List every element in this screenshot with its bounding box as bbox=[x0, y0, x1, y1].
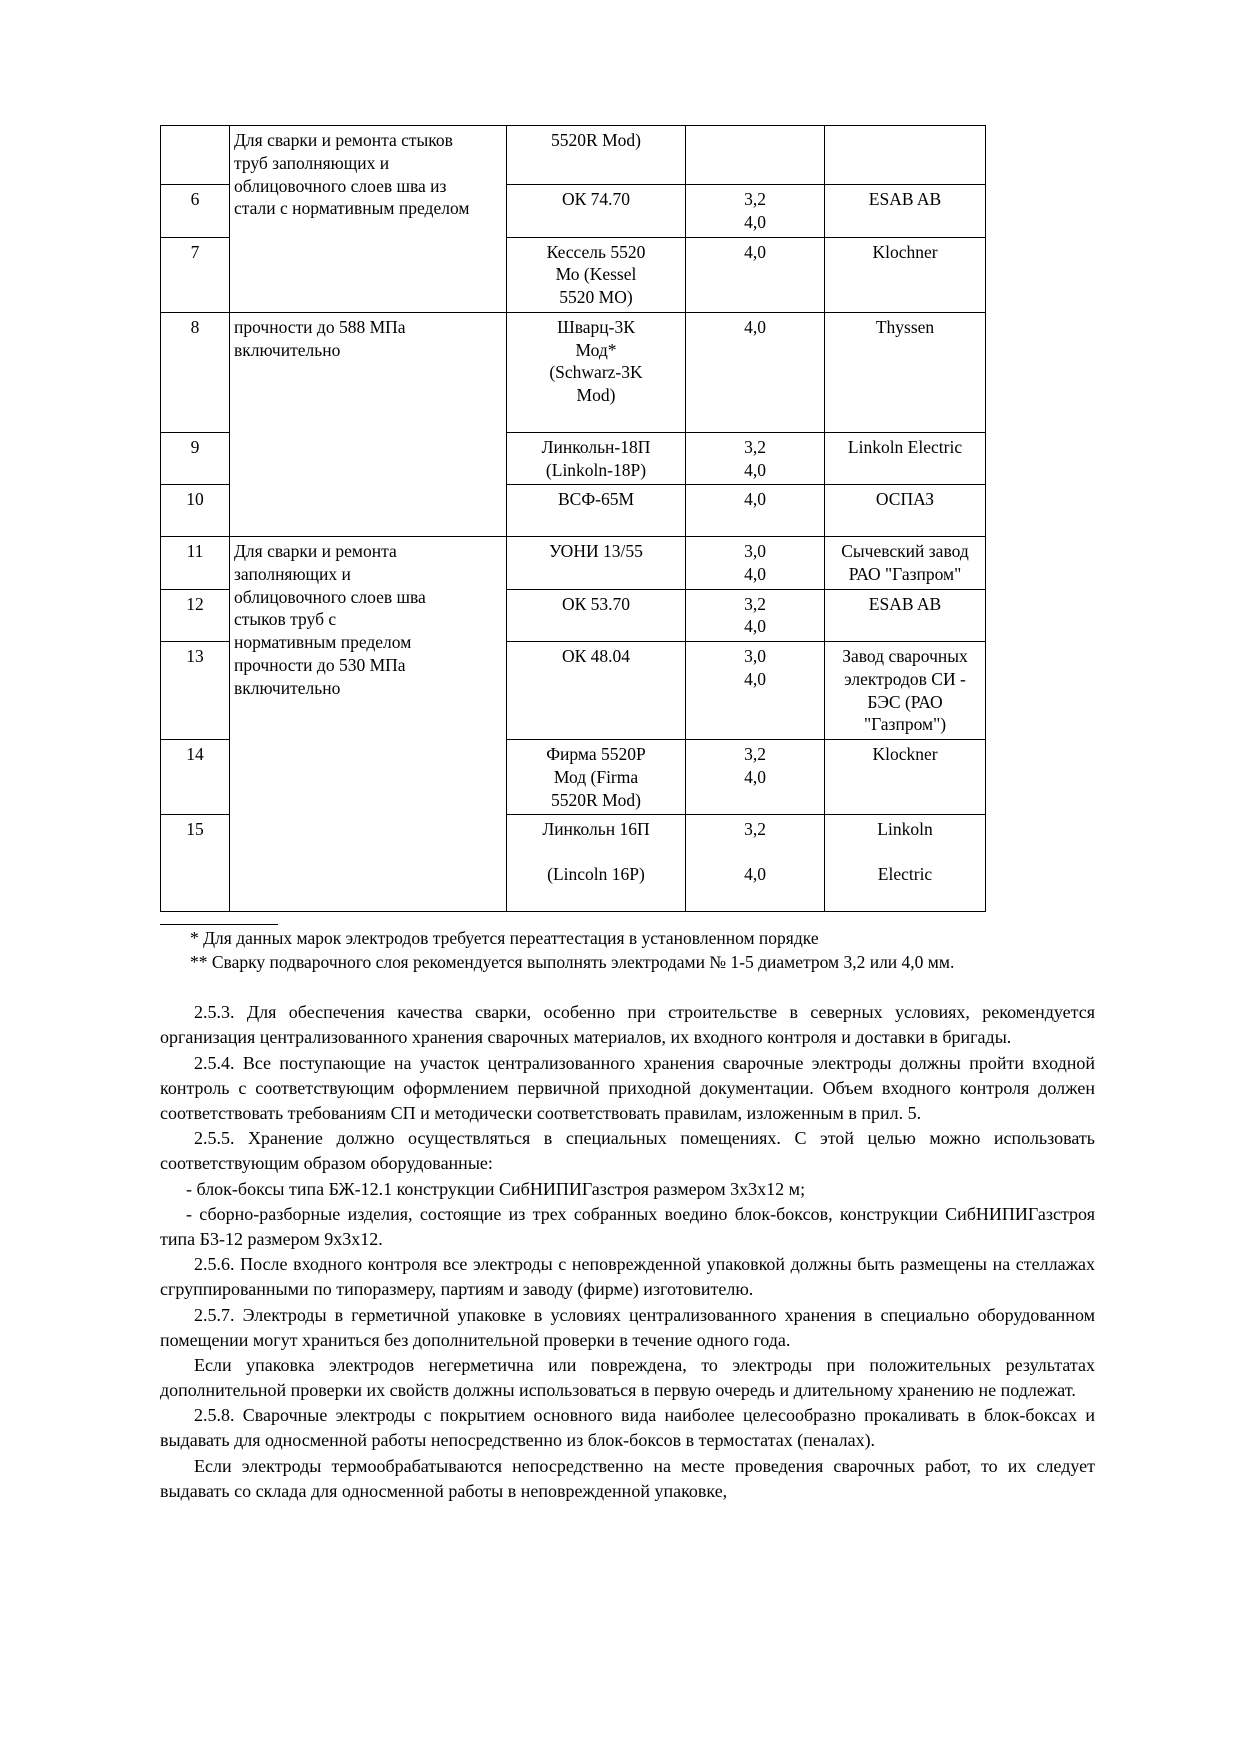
spacer bbox=[511, 407, 681, 429]
paragraph-2-5-8-continued: Если электроды термообрабатываются непосредственно на месте проведения сварочных работ, то их следует выдавать со склада для односменной работы в неповрежденной упаковке, bbox=[160, 1455, 1095, 1501]
diameter-line: 3,2 bbox=[744, 744, 766, 764]
brand-line: Линкольн 16П bbox=[542, 819, 650, 840]
cell-brand bbox=[507, 589, 686, 642]
brand-line: Фирма 5520Р bbox=[546, 744, 646, 764]
diameter-line: 4,0 bbox=[744, 316, 766, 337]
cell-diameter bbox=[686, 185, 825, 238]
cell-brand bbox=[507, 432, 686, 485]
spacer bbox=[511, 841, 681, 863]
cell-manufacturer bbox=[825, 126, 986, 185]
brand-line: УОНИ 13/55 bbox=[549, 541, 643, 561]
brand-line: Линкольн-18П bbox=[541, 436, 651, 457]
manufacturer-line: Thyssen bbox=[875, 316, 935, 337]
cell-brand bbox=[507, 642, 686, 740]
diameter-line: 4,0 bbox=[744, 241, 766, 262]
brand-line: Мо (Kessel bbox=[555, 264, 637, 285]
table-row bbox=[161, 312, 986, 432]
purpose-line: прочности до 530 МПа bbox=[234, 654, 406, 675]
manufacturer-line: Сычевский завод bbox=[841, 541, 969, 561]
paragraph-2-5-7-continued: Если упаковка электродов негерметична или повреждена, то электроды при положительных результатах дополнительной проверки их свойств должны использоваться в первую очередь и длительному хранению не подлежат. bbox=[160, 1354, 1095, 1401]
paragraph-2-5-5-item-b: - сборно-разборные изделия, состоящие из трех собранных воедино блок-боксов, конструкции СибНИПИГазстроя типа Б3-12 размером 9х3х12. bbox=[160, 1203, 1095, 1249]
cell-manufacturer bbox=[825, 312, 986, 432]
purpose-line: Для сварки и ремонта стыков bbox=[234, 130, 453, 150]
manufacturer-line: БЭС (РАО bbox=[867, 691, 943, 712]
cell-diameter bbox=[686, 432, 825, 485]
diameter-line: 3,0 bbox=[744, 541, 766, 561]
cell-brand bbox=[507, 740, 686, 815]
cell-diameter bbox=[686, 237, 825, 312]
cell-diameter bbox=[686, 485, 825, 537]
paragraph-2-5-7: 2.5.7. Электроды в герметичной упаковке в условиях централизованного хранения в специально оборудованном помещении могут храниться без дополнительной проверки в течение одного года. bbox=[160, 1304, 1095, 1350]
diameter-line: 3,2 bbox=[744, 436, 766, 457]
cell-number: 10 bbox=[161, 485, 230, 537]
brand-line: 5520R Mod) bbox=[551, 789, 641, 810]
brand-line: 5520 MO) bbox=[559, 287, 633, 307]
body-text bbox=[160, 1000, 1095, 1504]
cell-manufacturer bbox=[825, 485, 986, 537]
diameter-line: 3,2 bbox=[744, 819, 766, 840]
diameter-line: 4,0 bbox=[744, 211, 766, 232]
diameter-line: 3,2 bbox=[744, 593, 766, 614]
manufacturer-line: электродов СИ - bbox=[844, 668, 966, 689]
cell-number: 9 bbox=[161, 432, 230, 485]
purpose-line: стыков труб с bbox=[234, 609, 337, 630]
brand-line: ВСФ-65М bbox=[557, 489, 635, 510]
cell-number bbox=[161, 126, 230, 185]
manufacturer-line: ESAB AB bbox=[868, 189, 942, 209]
diameter-line: 4,0 bbox=[744, 766, 766, 787]
cell-brand bbox=[507, 237, 686, 312]
cell-number: 7 bbox=[161, 237, 230, 312]
table-row bbox=[161, 537, 986, 590]
brand-line: (Linkoln-18P) bbox=[545, 459, 647, 480]
diameter-line: 3,0 bbox=[744, 646, 766, 666]
spacer bbox=[511, 511, 681, 533]
brand-line: Мод* bbox=[575, 339, 617, 360]
cell-manufacturer bbox=[825, 815, 986, 912]
cell-purpose bbox=[230, 312, 507, 536]
diameter-line: 4,0 bbox=[744, 864, 766, 884]
purpose-line: Для сварки и ремонта bbox=[234, 541, 397, 561]
footnotes bbox=[160, 927, 1095, 975]
spacer bbox=[829, 841, 981, 863]
paragraph-2-5-5: 2.5.5. Хранение должно осуществляться в специальных помещениях. С этой целью можно использовать соответствующим образом оборудованные: bbox=[160, 1128, 1095, 1174]
manufacturer-line: РАО "Газпром" bbox=[848, 563, 962, 584]
cell-brand bbox=[507, 537, 686, 590]
cell-manufacturer bbox=[825, 589, 986, 642]
cell-diameter bbox=[686, 589, 825, 642]
brand-line: Кессель 5520 bbox=[546, 241, 646, 262]
brand-line: ОК 48.04 bbox=[561, 646, 631, 666]
paragraph-2-5-4: 2.5.4. Все поступающие на участок централизованного хранения сварочные электроды должны пройти входной контроль с соответствующим оформлением первичной приходной документации. Объем входного контроля должен соответствовать требованиям СП и методически соответствовать правилам, изложенным в прил. 5. bbox=[160, 1052, 1095, 1124]
brand-line: (Schwarz-3K bbox=[549, 362, 643, 383]
cell-manufacturer bbox=[825, 642, 986, 740]
cell-number: 8 bbox=[161, 312, 230, 432]
cell-diameter bbox=[686, 740, 825, 815]
purpose-line: нормативным пределом bbox=[234, 632, 412, 652]
paragraph-2-5-8: 2.5.8. Сварочные электроды с покрытием основного вида наиболее целесообразно прокаливать в блок-боксах и выдавать для односменной работы непосредственно из блок-боксов в термостатах (пеналах). bbox=[160, 1405, 1095, 1451]
table-row bbox=[161, 126, 986, 185]
cell-diameter bbox=[686, 642, 825, 740]
cell-number: 6 bbox=[161, 185, 230, 238]
paragraph-2-5-3: 2.5.3. Для обеспечения качества сварки, особенно при строительстве в северных условиях, рекомендуется организация централизованного хранения сварочных материалов, их входного контроля и доставки в бригады. bbox=[160, 1002, 1095, 1048]
purpose-line: стали с нормативным пределом bbox=[234, 198, 470, 219]
diameter-line: 4,0 bbox=[744, 489, 766, 510]
manufacturer-line: "Газпром") bbox=[863, 714, 947, 735]
cell-diameter bbox=[686, 126, 825, 185]
brand-line: ОК 74.70 bbox=[561, 189, 631, 209]
manufacturer-line: Завод сварочных bbox=[842, 646, 968, 666]
brand-line: (Lincoln 16P) bbox=[547, 864, 645, 884]
manufacturer-line: Klockner bbox=[872, 744, 938, 764]
purpose-line: прочности до 588 МПа bbox=[234, 316, 406, 337]
cell-number: 14 bbox=[161, 740, 230, 815]
electrode-spec-table bbox=[160, 125, 986, 912]
cell-manufacturer bbox=[825, 432, 986, 485]
manufacturer-line: ESAB AB bbox=[868, 593, 942, 614]
cell-number: 15 bbox=[161, 815, 230, 912]
cell-number: 11 bbox=[161, 537, 230, 590]
diameter-line: 3,2 bbox=[744, 189, 766, 209]
cell-manufacturer bbox=[825, 237, 986, 312]
manufacturer-line: Linkoln Electric bbox=[847, 436, 963, 457]
table-body bbox=[161, 126, 986, 912]
manufacturer-line: Klochner bbox=[872, 241, 938, 262]
footnote-double-asterisk: ** Сварку подварочного слоя рекомендуется выполнять электродами № 1-5 диаметром 3,2 или 4,0 мм. bbox=[190, 952, 955, 973]
cell-brand bbox=[507, 485, 686, 537]
cell-number: 12 bbox=[161, 589, 230, 642]
brand-line: 5520R Mod) bbox=[551, 130, 641, 150]
cell-number: 13 bbox=[161, 642, 230, 740]
purpose-line: заполняющих и bbox=[234, 563, 351, 584]
footnote-separator bbox=[160, 924, 278, 925]
purpose-line: облицовочного слоев шва из bbox=[234, 175, 447, 196]
cell-diameter bbox=[686, 537, 825, 590]
cell-manufacturer bbox=[825, 185, 986, 238]
manufacturer-line: ОСПАЗ bbox=[875, 489, 935, 510]
cell-brand bbox=[507, 312, 686, 432]
brand-line: Мод (Firma bbox=[553, 766, 639, 787]
cell-purpose bbox=[230, 537, 507, 912]
manufacturer-line: Linkoln bbox=[877, 819, 933, 840]
cell-manufacturer bbox=[825, 740, 986, 815]
purpose-line: включительно bbox=[234, 339, 341, 360]
cell-brand bbox=[507, 126, 686, 185]
purpose-line: труб заполняющих и bbox=[234, 152, 390, 173]
brand-line: Mod) bbox=[576, 385, 616, 405]
brand-line: Шварц-3К bbox=[557, 316, 635, 337]
spacer bbox=[690, 841, 820, 863]
footnote-single-asterisk: * Для данных марок электродов требуется переаттестация в установленном порядке bbox=[190, 927, 819, 948]
manufacturer-line: Electric bbox=[877, 864, 933, 884]
purpose-line: облицовочного слоев шва bbox=[234, 586, 426, 607]
paragraph-2-5-6: 2.5.6. После входного контроля все электроды с неповрежденной упаковкой должны быть размещены на стеллажах сгруппированными по типоразмеру, партиям и заводу (фирме) изготовителю. bbox=[160, 1254, 1095, 1300]
spacer bbox=[511, 886, 681, 908]
cell-purpose bbox=[230, 126, 507, 313]
cell-brand bbox=[507, 185, 686, 238]
cell-manufacturer bbox=[825, 537, 986, 590]
diameter-line: 4,0 bbox=[744, 668, 766, 689]
paragraph-2-5-5-item-a: - блок-боксы типа БЖ-12.1 конструкции СибНИПИГазстроя размером 3х3х12 м; bbox=[186, 1178, 806, 1199]
cell-brand bbox=[507, 815, 686, 912]
diameter-line: 4,0 bbox=[744, 459, 766, 480]
brand-line: ОК 53.70 bbox=[561, 593, 631, 614]
diameter-line: 4,0 bbox=[744, 616, 766, 637]
purpose-line: включительно bbox=[234, 677, 341, 698]
cell-diameter bbox=[686, 312, 825, 432]
cell-diameter bbox=[686, 815, 825, 912]
diameter-line: 4,0 bbox=[744, 563, 766, 584]
